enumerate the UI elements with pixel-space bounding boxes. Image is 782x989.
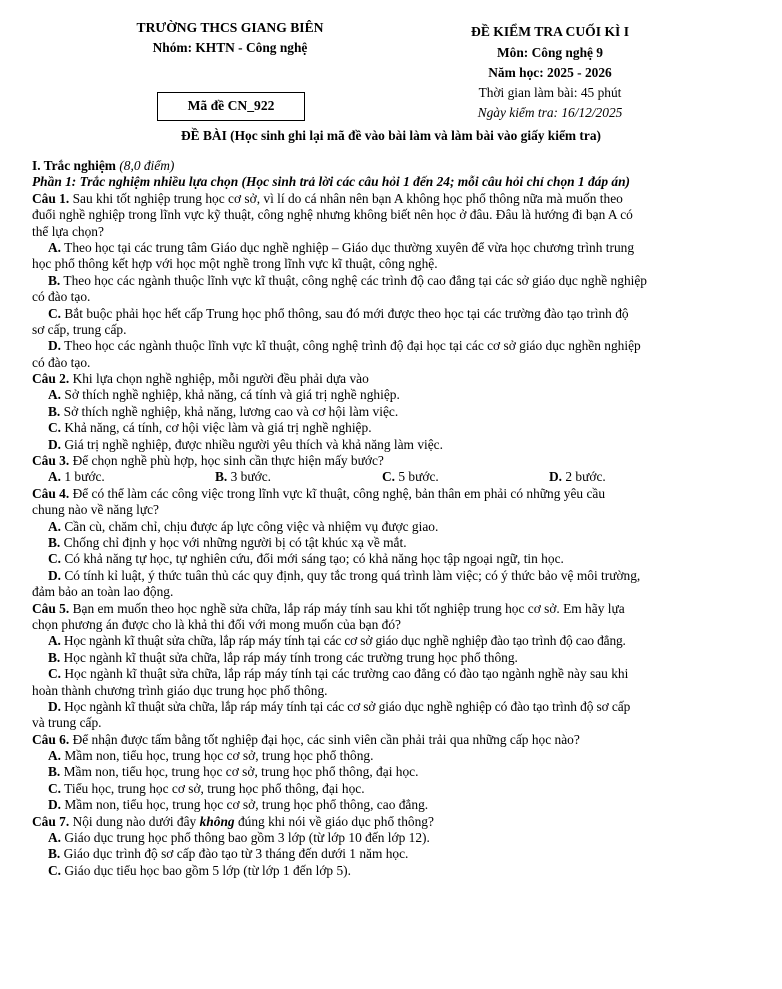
question-2: Câu 2. Khi lựa chọn nghề nghiệp, mỗi người đều phải dựa vào A. Sở thích nghề nghiệp, khả năng, cá tính và giá trị nghề nghiệp. B. Sở thích nghề nghiệp, khả năng, lương cao và cơ hội làm việc. C. Khả năng, cá tính, cơ hội việc làm và giá trị nghề nghiệp. D. Giá trị nghề nghiệp, được nhiều người yêu thích và khả năng làm việc. — [32, 371, 443, 452]
exam-content — [32, 158, 752, 879]
instruction: ĐỀ BÀI (Học sinh ghi lại mã đề vào bài làm và làm bài vào giấy kiểm tra) — [181, 128, 601, 143]
subject: Môn: Công nghệ 9 — [496, 45, 604, 60]
section-heading: I. Trắc nghiệm (8,0 điểm) — [32, 158, 175, 173]
question-1: Câu 1. Sau khi tốt nghiệp trung học cơ sở, vì lí do cá nhân nên bạn A không học phổ thông nữa mà muốn theo đuổi nghề nghiệp trong lĩnh vực kỹ thuật, công nghệ nhưng không biết nên học ở đâu. Đâu là hướng đi bạn A có thể lựa chọn? A. Theo học tại các trung tâm Giáo dục nghề nghiệp – Giáo dục thường xuyên để vừa học chương trình trung học phổ thông kết hợp với học một nghề trong lĩnh vực kĩ thuật, công nghệ. B. Theo học các ngành thuộc lĩnh vực kĩ thuật, công nghệ các trình độ cao đẳng tại các sở giáo dục nghề nghiệp có đào tạo. C. Bắt buộc phải học hết cấp Trung học phổ thông, sau đó mới được theo học tại các trường đào tạo trình độ sơ cấp, trung cấp. D. Theo học các ngành thuộc lĩnh vực kĩ thuật, công nghệ trình độ đại học tại các cơ sở giáo dục nghền nghiệp có đào tạo. — [32, 190, 648, 370]
school-year: Năm học: 2025 - 2026 — [488, 65, 612, 80]
question-6: Câu 6. Để nhận được tấm bằng tốt nghiệp đại học, các sinh viên cần phải trải qua những cấp học nào? A. Mầm non, tiểu học, trung học cơ sở, trung học phổ thông. B. Mầm non, tiểu học, trung học cơ sở, trung học phổ thông, đại học. C. Tiểu học, trung học cơ sở, trung học phổ thông, đại học. D. Mầm non, tiểu học, trung học cơ sở, trung học phổ thông, cao đẳng. — [32, 731, 580, 813]
duration: Thời gian làm bài: 45 phút — [478, 85, 622, 100]
part-1-heading: Phần 1: Trắc nghiệm nhiều lựa chọn (Học sinh trả lời các câu hỏi 1 đến 24; mỗi câu hỏi chỉ chọn 1 đáp án) — [32, 174, 631, 190]
question-4: Câu 4. Để có thể làm các công việc trong lĩnh vực kĩ thuật, công nghệ, bản thân em phải có những yêu cầu chung nào về năng lực? A. Cần cù, chăm chỉ, chịu được áp lực công việc và nhiệm vụ được giao. B. Chống chỉ định y học với những người bị có tật khúc xạ về mắt. C. Có khả năng tự học, tự nghiên cứu, đổi mới sáng tạo; có khả năng học tập ngoại ngữ, tin học. D. Có tính kỉ luật, ý thức tuân thủ các quy định, quy tắc trong quá trình làm việc; có ý thức bảo vệ môi trường, đảm bảo an toàn lao động. — [32, 485, 641, 600]
school-name: TRƯỜNG THCS GIANG BIÊN — [136, 20, 324, 35]
exam-title: ĐỀ KIỂM TRA CUỐI KÌ I — [471, 24, 629, 39]
question-3: Câu 3. Để chọn nghề phù hợp, học sinh cần thực hiện mấy bước? A. 1 bước. B. 3 bước. C. 5 bước. D. 2 bước. — [32, 453, 606, 485]
question-5: Câu 5. Bạn em muốn theo học nghề sửa chữa, lắp ráp máy tính sau khi tốt nghiệp trung học cơ sở. Em hãy lựa chọn phương án được cho là khả thi đối với mong muốn của bạn đó? A. Học ngành kĩ thuật sửa chữa, lắp ráp máy tính tại các cơ sở giáo dục nghề nghiệp đào tạo trình độ cao đẳng. B. Học ngành kĩ thuật sửa chữa, lắp ráp máy tính trong các trường trung học phổ thông. C. Học ngành kĩ thuật sửa chữa, lắp ráp máy tính tại các trường cao đẳng có đào tạo ngành nghề này sau khi hoàn thành chương trình giáo dục trung học phổ thông. D. Học ngành kĩ thuật sửa chữa, lắp ráp máy tính tại các cơ sở giáo dục nghề nghiệp có đào tạo trình độ sơ cấp và trung cấp. — [32, 600, 631, 731]
exam-date: Ngày kiểm tra: 16/12/2025 — [477, 105, 623, 120]
question-7: Câu 7. Nội dung nào dưới đây không đúng khi nói về giáo dục phổ thông? A. Giáo dục trung học phổ thông bao gồm 3 lớp (từ lớp 10 đến lớp 12). B. Giáo dục trình độ sơ cấp đào tạo từ 3 tháng đến dưới 1 năm học. C. Giáo dục tiểu học bao gồm 5 lớp (từ lớp 1 đến lớp 5). — [32, 813, 434, 878]
group-name: Nhóm: KHTN - Công nghệ — [152, 40, 308, 55]
exam-code: Mã đề CN_922 — [187, 98, 275, 114]
exam-code-box — [157, 92, 305, 121]
